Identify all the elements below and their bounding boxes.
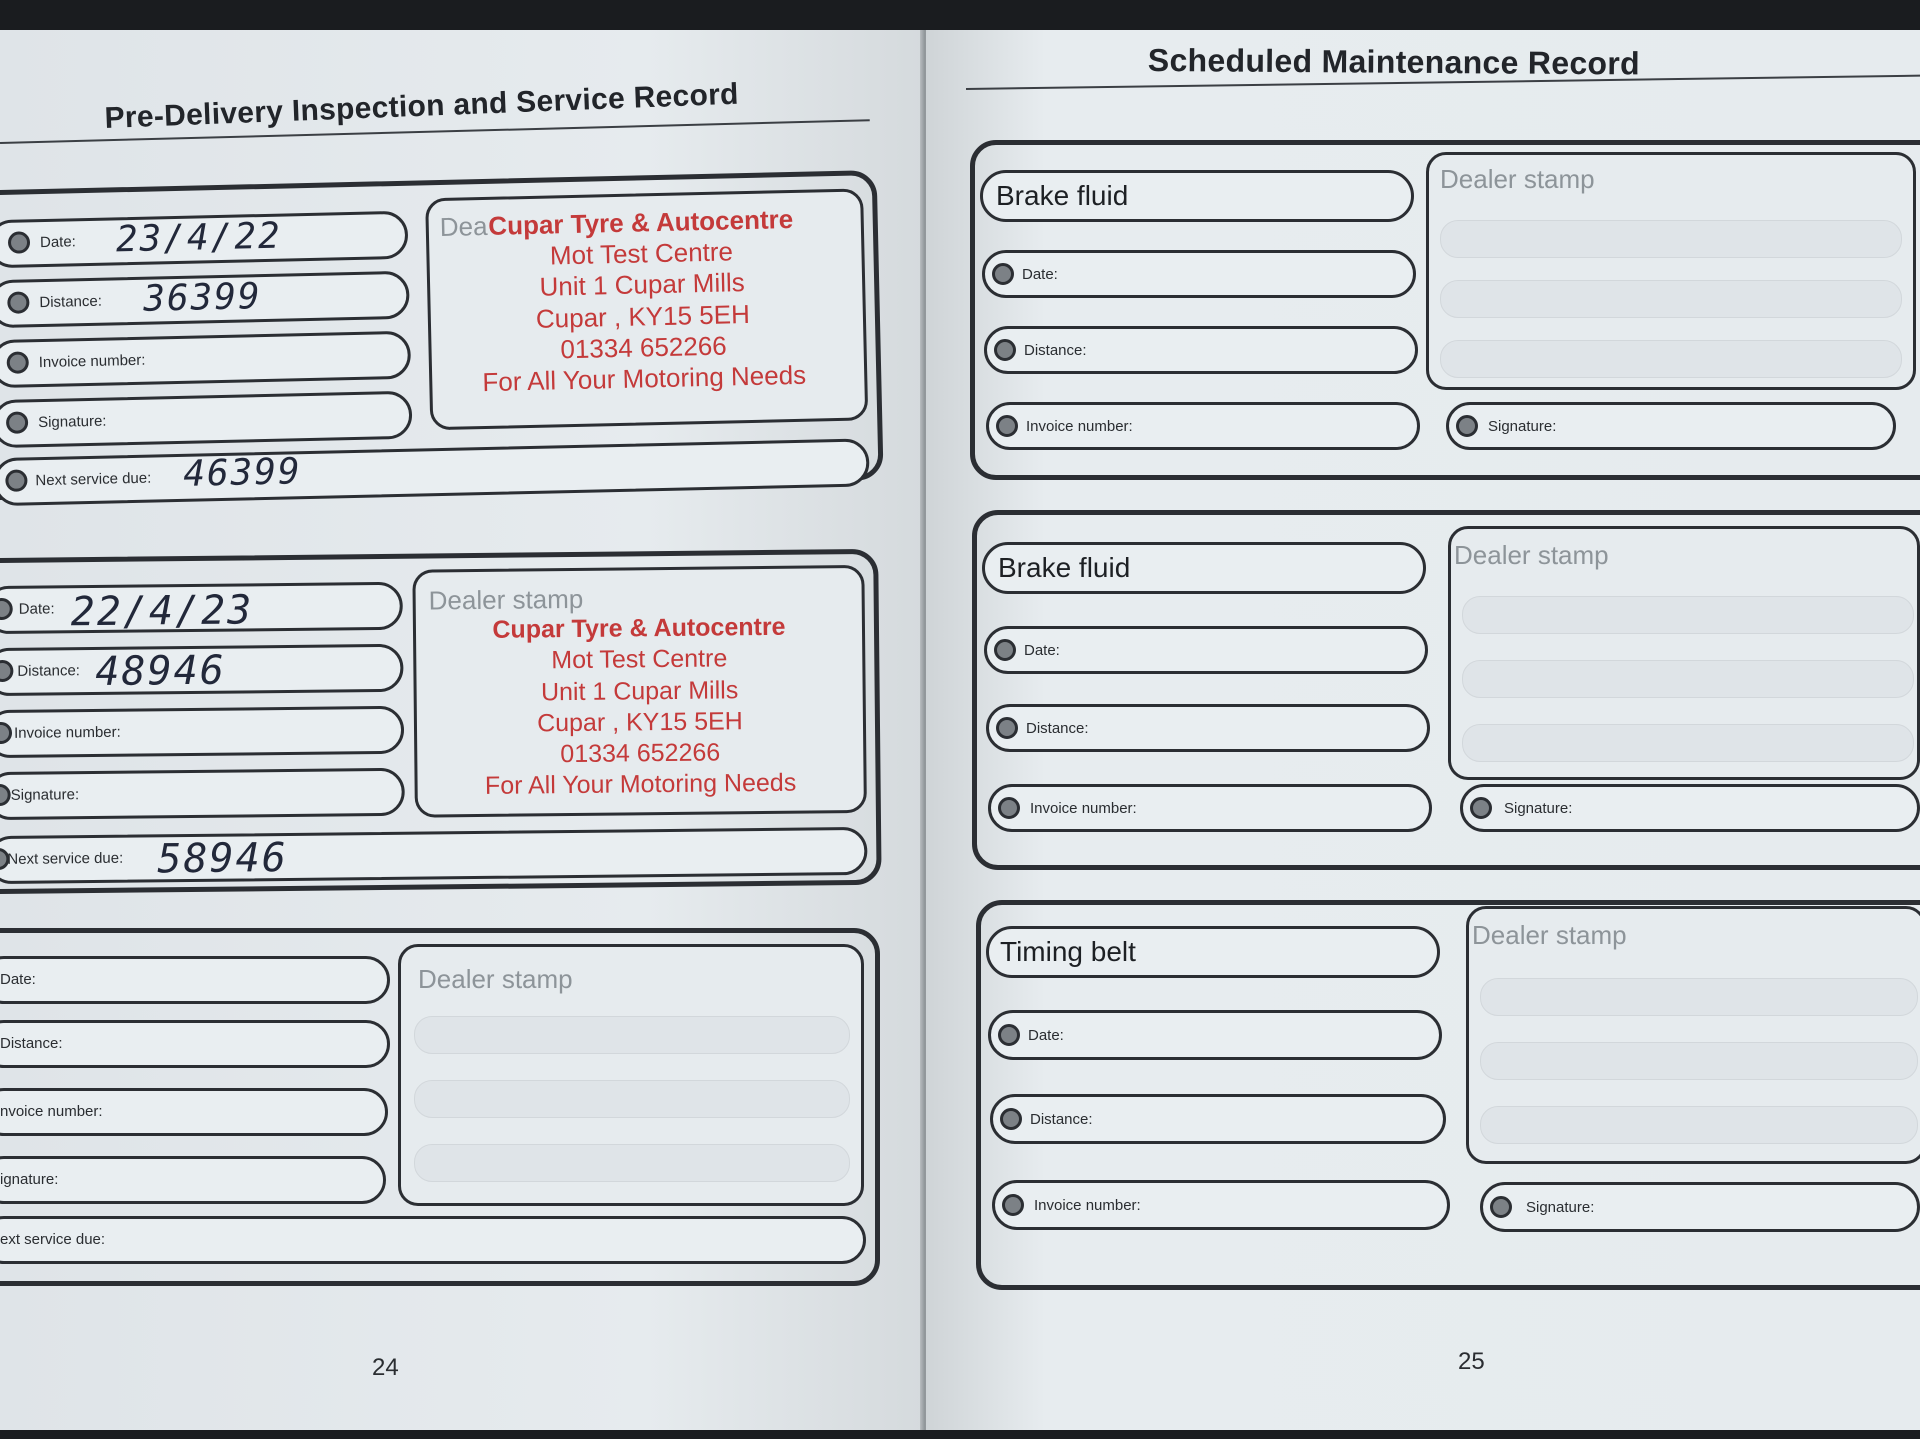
stamp-2-line-5: 01334 652266 [560, 738, 721, 769]
stamp-1-line-4: Cupar , KY15 5EH [535, 298, 751, 334]
entry-3-stamp-guide-1 [414, 1016, 850, 1054]
item-2-distance-label: Distance: [1026, 720, 1089, 737]
entry-2-date-value: 22/4/23 [70, 587, 254, 636]
stamp-2-line-4: Cupar , KY15 5EH [536, 706, 743, 738]
entry-3-next-service-field[interactable] [0, 1216, 866, 1264]
entry-1-distance-value: 36399 [142, 276, 263, 320]
stamp-1-line-5: 01334 652266 [560, 330, 728, 365]
item-3-distance-radio[interactable] [1000, 1108, 1022, 1130]
item-2-dealer-stamp-title: Dealer stamp [1454, 540, 1609, 570]
item-3-stamp-guide-3 [1480, 1106, 1918, 1144]
entry-1-signature-label: Signature: [37, 412, 107, 432]
stamp-1-line-1: Cupar Tyre & Autocentre [488, 203, 794, 241]
right-page [926, 30, 1920, 1430]
item-3-invoice-radio[interactable] [1002, 1194, 1024, 1216]
stamp-2-line-1: Cupar Tyre & Autocentre [492, 612, 786, 644]
stamp-2-line-3: Unit 1 Cupar Mills [540, 675, 739, 706]
left-page [0, 30, 924, 1430]
item-2-invoice-label: Invoice number: [1030, 800, 1137, 817]
item-1-date-label: Date: [1022, 266, 1058, 283]
item-2-signature-label: Signature: [1504, 800, 1573, 817]
item-3-dealer-stamp-title: Dealer stamp [1472, 920, 1627, 950]
left-page-number: 24 [372, 1354, 399, 1381]
item-3-stamp-guide-2 [1480, 1042, 1918, 1080]
entry-1-next-service-label: Next service due: [35, 469, 152, 490]
entry-1-next-service-value: 46399 [182, 451, 303, 495]
item-3-signature-radio[interactable] [1490, 1196, 1512, 1218]
stamp-2-line-2: Mot Test Centre [551, 644, 728, 675]
entry-3-dealer-stamp-title: Dealer stamp [418, 964, 573, 994]
item-3-stamp-guide-1 [1480, 978, 1918, 1016]
item-2-date-label: Date: [1024, 642, 1060, 659]
item-1-invoice-label: Invoice number: [1026, 418, 1133, 435]
entry-2-next-service-label: Next service due: [7, 849, 124, 868]
item-2-name: Brake fluid [998, 552, 1131, 583]
item-3-distance-label: Distance: [1030, 1111, 1093, 1128]
entry-2-distance-label: Distance: [17, 662, 81, 680]
service-entry-3 [0, 30, 924, 1330]
right-page-number: 25 [1458, 1348, 1485, 1375]
entry-3-stamp-guide-2 [414, 1080, 850, 1118]
item-1-distance-label: Distance: [1024, 342, 1087, 359]
entry-1-date-label: Date: [39, 233, 77, 252]
entry-2-distance-value: 48946 [95, 647, 227, 695]
entry-1-date-value: 23/4/22 [115, 215, 283, 261]
entry-3-invoice-label: nvoice number: [0, 1103, 103, 1120]
left-page-title: Pre-Delivery Inspection and Service Record [104, 77, 740, 135]
stamp-1-line-2: Mot Test Centre [549, 236, 734, 271]
stamp-1-line-6: For All Your Motoring Needs [482, 359, 807, 398]
maintenance-item-3 [926, 30, 1920, 1330]
entry-2-date-label: Date: [18, 600, 55, 618]
entry-3-date-label: Date: [0, 971, 36, 988]
entry-3-distance-label: Distance: [0, 1035, 63, 1052]
entry-3-signature-label: ignature: [0, 1171, 59, 1188]
item-3-signature-label: Signature: [1526, 1199, 1595, 1216]
entry-3-date-field[interactable] [0, 956, 390, 1004]
entry-1-distance-label: Distance: [39, 292, 103, 312]
item-3-date-radio[interactable] [998, 1024, 1020, 1046]
item-1-signature-label: Signature: [1488, 418, 1557, 435]
item-3-name: Timing belt [1000, 936, 1136, 967]
entry-3-stamp-guide-3 [414, 1144, 850, 1182]
item-3-date-label: Date: [1028, 1027, 1064, 1044]
entry-2-next-service-value: 58946 [157, 834, 289, 883]
right-page-title: Scheduled Maintenance Record [1147, 42, 1641, 82]
item-1-name: Brake fluid [996, 180, 1129, 211]
stamp-1-line-3: Unit 1 Cupar Mills [539, 267, 746, 303]
entry-1-invoice-label: Invoice number: [38, 351, 146, 372]
entry-3-next-service-label: ext service due: [0, 1231, 106, 1248]
entry-2-invoice-label: Invoice number: [13, 723, 121, 742]
entry-2-dealer-stamp-title: Dealer stamp [428, 583, 584, 616]
item-1-dealer-stamp-title: Dealer stamp [1440, 164, 1595, 194]
item-3-invoice-label: Invoice number: [1034, 1197, 1141, 1214]
stamp-2-line-6: For All Your Motoring Needs [484, 768, 797, 801]
entry-2-signature-label: Signature: [10, 786, 80, 804]
entry-1-dealer-stamp-prefix: Dea [439, 210, 488, 242]
